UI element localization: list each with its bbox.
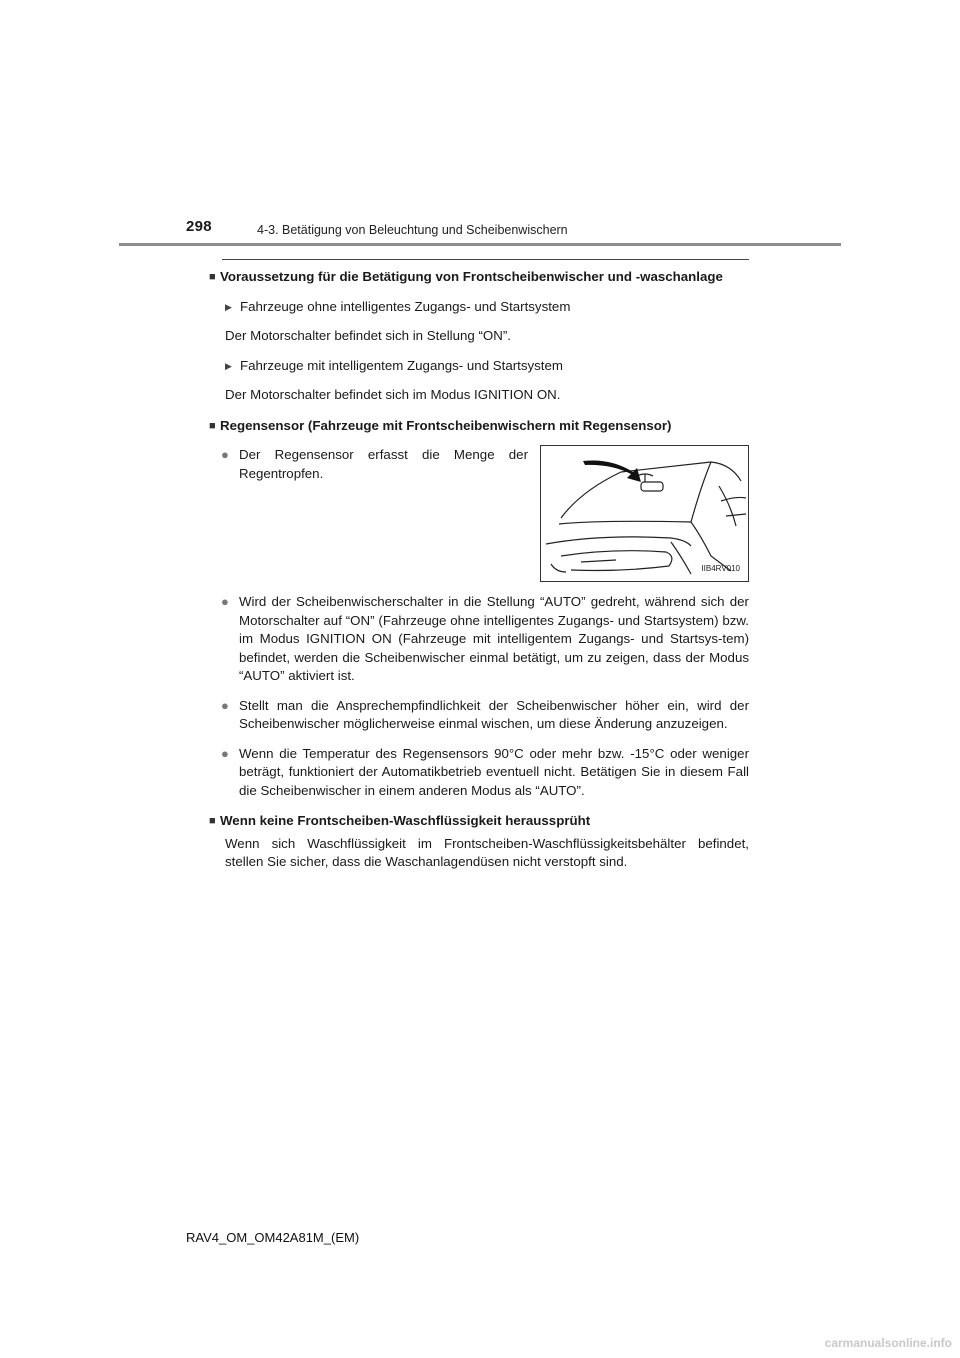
square-bullet-icon: ■	[209, 815, 216, 827]
bullet-text: Der Regensensor erfasst die Menge der Regentropfen.	[239, 447, 528, 481]
triangle-bullet-icon: ▶	[225, 301, 232, 312]
triangle-bullet-icon: ▶	[225, 360, 232, 371]
page-content	[209, 268, 749, 872]
header-rule	[119, 243, 841, 246]
watermark: carmanualsonline.info	[824, 1336, 952, 1350]
bullet-item	[221, 745, 749, 801]
condition-text: Fahrzeuge ohne intelligentes Zugangs- und Startsystem	[240, 298, 571, 314]
heading-text: Regensensor (Fahrzeuge mit Frontscheibenwischern mit Regensensor)	[220, 417, 672, 433]
bullet-item	[221, 446, 528, 483]
square-bullet-icon: ■	[209, 419, 216, 432]
heading-text: Voraussetzung für die Betätigung von Frontscheibenwischer und -waschanlage	[220, 269, 723, 284]
bullet-item	[221, 593, 749, 686]
paragraph-text: Wenn sich Waschflüssigkeit im Frontscheiben-Waschflüssigkeitsbehälter befindet, stellen Sie sicher, dass die Waschanlagendüsen nicht verstopft sind.	[225, 835, 749, 869]
condition-item	[225, 298, 749, 317]
condition-description: Der Motorschalter befindet sich im Modus IGNITION ON.	[225, 387, 561, 402]
square-bullet-icon: ■	[209, 271, 216, 283]
bullet-text: Wird der Scheibenwischerschalter in die Stellung “AUTO” gedreht, während sich der Motorschalter auf “ON” (Fahrzeuge ohne intelligentes Zugangs- und Startsystem) bzw. im Modus IGNITION ON (Fahrzeuge mit intelligentem Zugangs- und Startsys-tem) befindet, werden die Scheibenwischer einmal betätigt, um zu zeigen, dass der Modus “AUTO” aktiviert ist.	[239, 594, 749, 683]
condition-description: Der Motorschalter befindet sich in Stellung “ON”.	[225, 328, 511, 343]
round-bullet-icon: ●	[221, 447, 229, 462]
round-bullet-icon: ●	[221, 594, 229, 609]
rain-sensor-illustration	[540, 445, 749, 582]
bullet-text: Wenn die Temperatur des Regensensors 90°C oder mehr bzw. -15°C oder weniger beträgt, funktioniert der Automatikbetrieb eventuell nicht. Betätigen Sie in diesem Fall die Scheibenwischer in einem anderen Modus als “AUTO”.	[239, 745, 749, 798]
condition-text: Fahrzeuge mit intelligentem Zugangs- und Startsystem	[240, 357, 563, 373]
content-rule	[222, 259, 749, 260]
round-bullet-icon: ●	[221, 745, 229, 761]
heading-text: Wenn keine Frontscheiben-Waschflüssigkeit heraussprüht	[220, 813, 591, 828]
figure-row	[209, 435, 749, 582]
bullet-text: Stellt man die Ansprechempfindlichkeit der Scheibenwischer höher ein, wird der Scheibenwischer möglicherweise einmal wischen, um diese Änderung anzuzeigen.	[239, 697, 749, 731]
bullet-item	[221, 697, 749, 734]
figure-code: IIB4RV010	[701, 563, 740, 573]
page-number: 298	[186, 218, 212, 235]
condition-item	[225, 357, 749, 376]
section-heading-washer-fluid	[209, 812, 749, 831]
section-title: 4-3. Betätigung von Beleuchtung und Scheibenwischern	[257, 223, 568, 237]
round-bullet-icon: ●	[221, 697, 229, 713]
section-heading-rain-sensor	[209, 417, 749, 436]
section-heading-requirements	[209, 268, 749, 287]
document-code: RAV4_OM_OM42A81M_(EM)	[186, 1230, 360, 1245]
